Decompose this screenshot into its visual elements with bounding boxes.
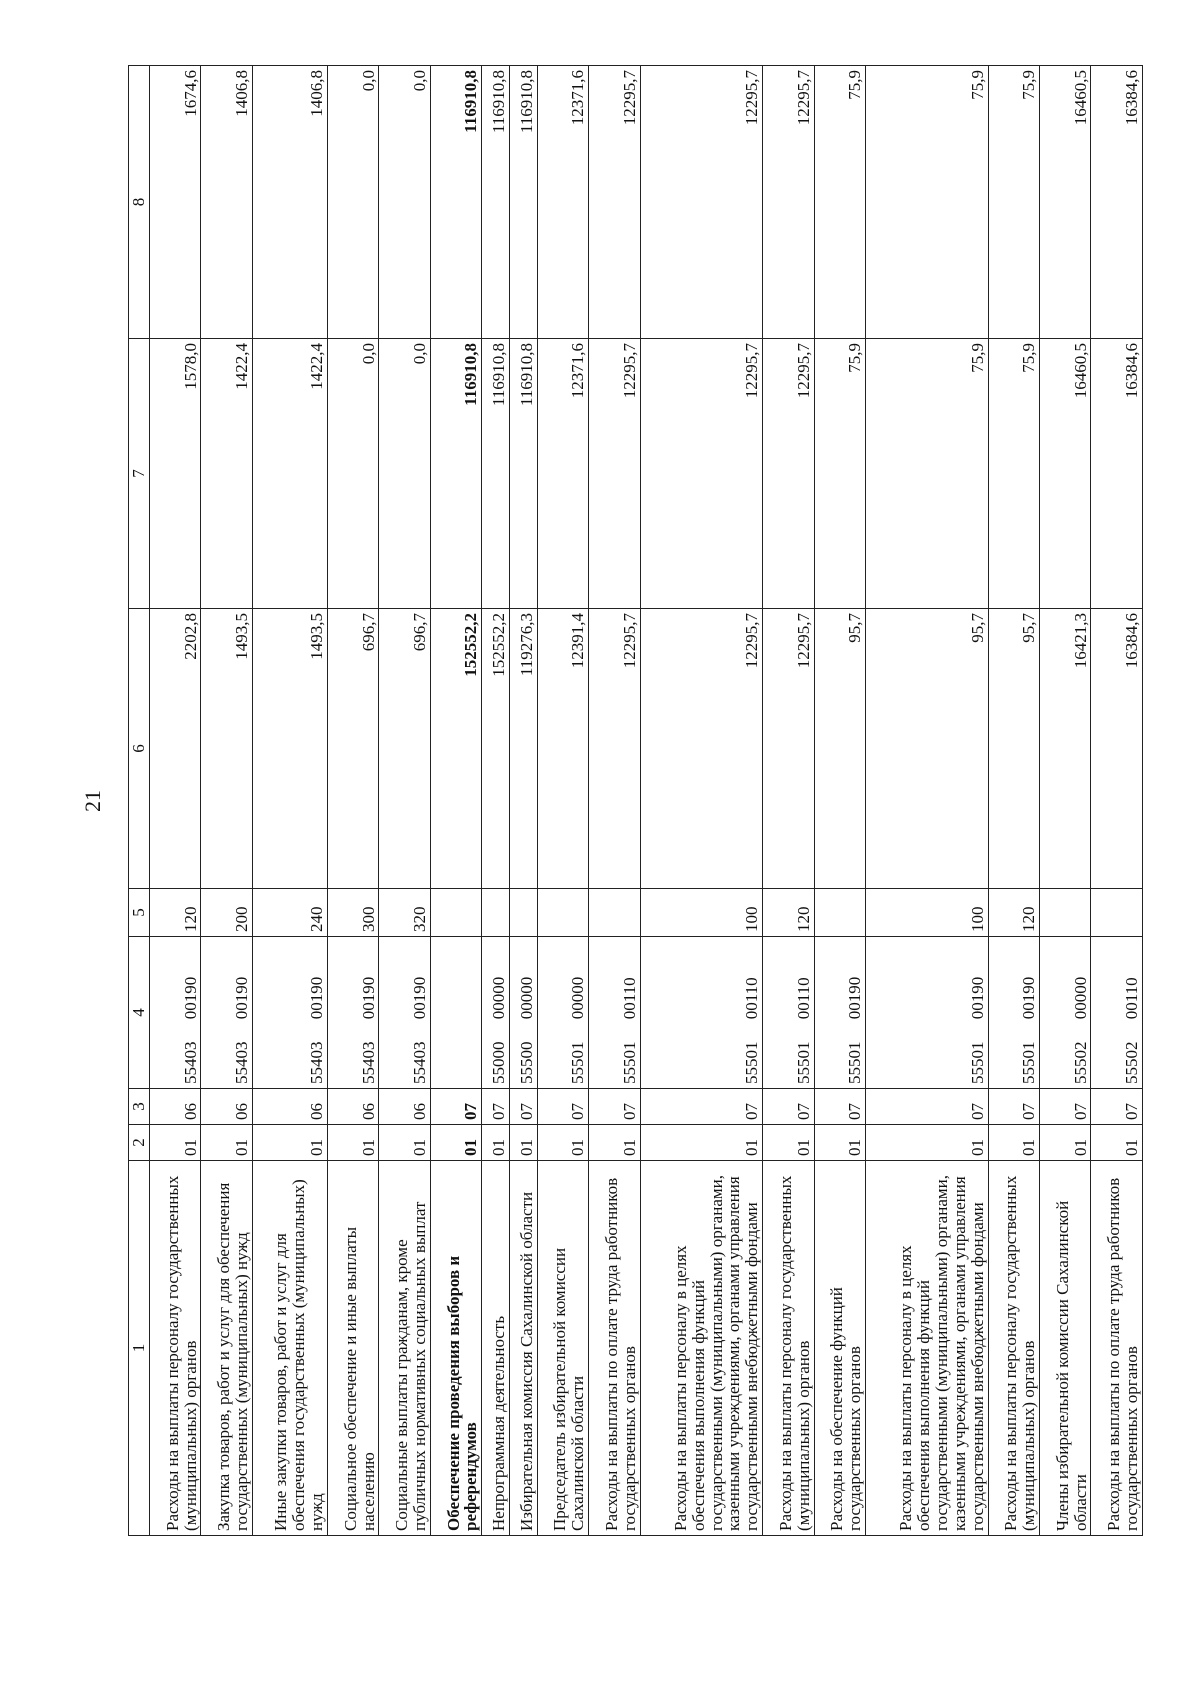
cell-amount-col6: 16421,3 xyxy=(1039,609,1090,889)
cell-target-item: 55403 00190 xyxy=(201,937,252,1089)
cell-amount-col7: 0,0 xyxy=(328,339,379,609)
cell-name: Закупка товаров, работ и услуг для обеспечения государственных (муниципальных) нужд xyxy=(201,1161,252,1536)
cell-amount-col7: 116910,8 xyxy=(430,339,481,609)
cell-subsection: 07 xyxy=(537,1089,588,1125)
cell-name: Социальное обеспечение и иные выплаты населению xyxy=(328,1161,379,1536)
cell-amount-col6: 95,7 xyxy=(988,609,1039,889)
table-row xyxy=(537,66,588,1536)
cell-name: Расходы на выплаты персоналу в целях обеспечения выполнения функций государственными (муниципальными) органами, казенными учреждениями, органами управления государственными внебюджетными фондами xyxy=(640,1161,763,1536)
cell-name: Расходы на выплаты по оплате труда работников государственных органов xyxy=(589,1161,640,1536)
cell-amount-col7: 75,9 xyxy=(988,339,1039,609)
header-col-8: 8 xyxy=(129,66,150,339)
cell-amount-col6: 12295,7 xyxy=(640,609,763,889)
cell-target-item: 55501 00110 xyxy=(589,937,640,1089)
table-row xyxy=(763,66,814,1536)
cell-expense-type xyxy=(537,889,588,937)
cell-name: Расходы на выплаты персоналу в целях обеспечения выполнения функций государственными (муниципальными) органами, казенными учреждениями, органами управления государственными внебюджетными фондами xyxy=(865,1161,988,1536)
table-row xyxy=(482,66,510,1536)
cell-subsection: 07 xyxy=(1039,1089,1090,1125)
cell-amount-col6: 2202,8 xyxy=(150,609,201,889)
cell-amount-col7: 75,9 xyxy=(865,339,988,609)
cell-amount-col6: 1493,5 xyxy=(201,609,252,889)
cell-amount-col6: 12295,7 xyxy=(589,609,640,889)
cell-name: Расходы на выплаты персоналу государственных (муниципальных) органов xyxy=(763,1161,814,1536)
cell-target-item: 55403 00190 xyxy=(328,937,379,1089)
cell-target-item: 55501 00110 xyxy=(640,937,763,1089)
cell-section: 01 xyxy=(482,1125,510,1161)
cell-section: 01 xyxy=(1091,1125,1143,1161)
header-row xyxy=(129,66,150,1536)
cell-expense-type xyxy=(430,889,481,937)
cell-amount-col6: 696,7 xyxy=(379,609,430,889)
cell-amount-col8: 16460,5 xyxy=(1039,66,1090,339)
cell-amount-col7: 1578,0 xyxy=(150,339,201,609)
cell-name: Социальные выплаты гражданам, кроме публичных нормативных социальных выплат xyxy=(379,1161,430,1536)
table-row xyxy=(589,66,640,1536)
cell-amount-col7: 1422,4 xyxy=(252,339,327,609)
table-row xyxy=(865,66,988,1536)
cell-target-item: 55501 00190 xyxy=(988,937,1039,1089)
cell-subsection: 07 xyxy=(988,1089,1039,1125)
cell-amount-col7: 75,9 xyxy=(814,339,865,609)
cell-amount-col8: 1406,8 xyxy=(201,66,252,339)
cell-target-item: 55501 00190 xyxy=(865,937,988,1089)
cell-amount-col7: 116910,8 xyxy=(482,339,510,609)
cell-expense-type: 100 xyxy=(865,889,988,937)
header-col-4: 4 xyxy=(129,937,150,1089)
cell-amount-col8: 75,9 xyxy=(814,66,865,339)
cell-expense-type xyxy=(1091,889,1143,937)
cell-section: 01 xyxy=(509,1125,537,1161)
cell-expense-type xyxy=(482,889,510,937)
cell-amount-col8: 0,0 xyxy=(379,66,430,339)
cell-target-item: 55403 00190 xyxy=(252,937,327,1089)
cell-expense-type: 120 xyxy=(988,889,1039,937)
cell-amount-col8: 12371,6 xyxy=(537,66,588,339)
header-col-2: 2 xyxy=(129,1125,150,1161)
cell-amount-col6: 95,7 xyxy=(865,609,988,889)
cell-target-item: 55501 00190 xyxy=(814,937,865,1089)
cell-amount-col6: 12295,7 xyxy=(763,609,814,889)
cell-amount-col8: 12295,7 xyxy=(589,66,640,339)
cell-amount-col8: 12295,7 xyxy=(763,66,814,339)
header-col-7: 7 xyxy=(129,339,150,609)
cell-amount-col6: 16384,6 xyxy=(1091,609,1143,889)
cell-amount-col7: 0,0 xyxy=(379,339,430,609)
cell-amount-col6: 95,7 xyxy=(814,609,865,889)
cell-section: 01 xyxy=(640,1125,763,1161)
cell-amount-col8: 0,0 xyxy=(328,66,379,339)
budget-table-container xyxy=(128,66,1143,1536)
table-row xyxy=(201,66,252,1536)
cell-amount-col7: 12295,7 xyxy=(589,339,640,609)
cell-subsection: 07 xyxy=(509,1089,537,1125)
cell-amount-col6: 696,7 xyxy=(328,609,379,889)
table-row xyxy=(1039,66,1090,1536)
cell-expense-type: 200 xyxy=(201,889,252,937)
cell-amount-col6: 1493,5 xyxy=(252,609,327,889)
header-col-6: 6 xyxy=(129,609,150,889)
table-body xyxy=(150,66,1143,1536)
table-row xyxy=(988,66,1039,1536)
table-row xyxy=(252,66,327,1536)
cell-section: 01 xyxy=(379,1125,430,1161)
cell-section: 01 xyxy=(201,1125,252,1161)
cell-amount-col8: 75,9 xyxy=(988,66,1039,339)
cell-subsection: 07 xyxy=(430,1089,481,1125)
cell-section: 01 xyxy=(763,1125,814,1161)
cell-subsection: 06 xyxy=(201,1089,252,1125)
cell-amount-col7: 16384,6 xyxy=(1091,339,1143,609)
cell-expense-type: 300 xyxy=(328,889,379,937)
table-row xyxy=(430,66,481,1536)
cell-amount-col8: 1674,6 xyxy=(150,66,201,339)
table-row xyxy=(379,66,430,1536)
header-col-5: 5 xyxy=(129,889,150,937)
cell-amount-col7: 116910,8 xyxy=(509,339,537,609)
cell-amount-col6: 12391,4 xyxy=(537,609,588,889)
cell-expense-type: 120 xyxy=(150,889,201,937)
cell-name: Избирательная комиссия Сахалинской области xyxy=(509,1161,537,1536)
cell-subsection: 07 xyxy=(1091,1089,1143,1125)
cell-expense-type: 100 xyxy=(640,889,763,937)
cell-name: Расходы на обеспечение функций государственных органов xyxy=(814,1161,865,1536)
cell-target-item: 55501 00110 xyxy=(763,937,814,1089)
cell-name: Расходы на выплаты персоналу государственных (муниципальных) органов xyxy=(988,1161,1039,1536)
cell-amount-col7: 1422,4 xyxy=(201,339,252,609)
table-row xyxy=(150,66,201,1536)
cell-subsection: 07 xyxy=(640,1089,763,1125)
cell-amount-col8: 116910,8 xyxy=(430,66,481,339)
cell-expense-type xyxy=(1039,889,1090,937)
cell-section: 01 xyxy=(1039,1125,1090,1161)
cell-subsection: 07 xyxy=(482,1089,510,1125)
cell-subsection: 07 xyxy=(814,1089,865,1125)
cell-target-item: 55403 00190 xyxy=(379,937,430,1089)
cell-section: 01 xyxy=(150,1125,201,1161)
cell-subsection: 06 xyxy=(150,1089,201,1125)
cell-target-item: 55502 00110 xyxy=(1091,937,1143,1089)
cell-target-item: 55502 00000 xyxy=(1039,937,1090,1089)
cell-section: 01 xyxy=(814,1125,865,1161)
cell-name: Иные закупки товаров, работ и услуг для обеспечения государственных (муниципальных) нужд xyxy=(252,1161,327,1536)
cell-amount-col8: 16384,6 xyxy=(1091,66,1143,339)
header-col-3: 3 xyxy=(129,1089,150,1125)
cell-subsection: 07 xyxy=(589,1089,640,1125)
budget-table xyxy=(128,65,1143,1536)
table-row xyxy=(814,66,865,1536)
cell-name: Обеспечение проведения выборов и референдумов xyxy=(430,1161,481,1536)
cell-amount-col6: 152552,2 xyxy=(482,609,510,889)
cell-amount-col8: 116910,8 xyxy=(482,66,510,339)
cell-target-item: 55000 00000 xyxy=(482,937,510,1089)
cell-name: Расходы на выплаты по оплате труда работников государственных органов xyxy=(1091,1161,1143,1536)
cell-target-item xyxy=(430,937,481,1089)
cell-target-item: 55403 00190 xyxy=(150,937,201,1089)
table-row xyxy=(328,66,379,1536)
cell-amount-col7: 12295,7 xyxy=(763,339,814,609)
cell-name: Члены избирательной комиссии Сахалинской области xyxy=(1039,1161,1090,1536)
cell-amount-col8: 75,9 xyxy=(865,66,988,339)
cell-target-item: 55500 00000 xyxy=(509,937,537,1089)
cell-amount-col8: 1406,8 xyxy=(252,66,327,339)
cell-amount-col8: 116910,8 xyxy=(509,66,537,339)
cell-subsection: 06 xyxy=(379,1089,430,1125)
header-col-1: 1 xyxy=(129,1161,150,1536)
cell-section: 01 xyxy=(988,1125,1039,1161)
cell-subsection: 07 xyxy=(865,1089,988,1125)
cell-amount-col7: 12295,7 xyxy=(640,339,763,609)
cell-subsection: 06 xyxy=(252,1089,327,1125)
cell-expense-type: 120 xyxy=(763,889,814,937)
cell-expense-type: 240 xyxy=(252,889,327,937)
page-number: 21 xyxy=(80,790,105,812)
cell-expense-type xyxy=(589,889,640,937)
cell-name: Председатель избирательной комиссии Сахалинской области xyxy=(537,1161,588,1536)
cell-amount-col7: 16460,5 xyxy=(1039,339,1090,609)
table-row xyxy=(509,66,537,1536)
cell-section: 01 xyxy=(252,1125,327,1161)
cell-section: 01 xyxy=(328,1125,379,1161)
cell-amount-col8: 12295,7 xyxy=(640,66,763,339)
cell-target-item: 55501 00000 xyxy=(537,937,588,1089)
cell-expense-type: 320 xyxy=(379,889,430,937)
table-row xyxy=(640,66,763,1536)
cell-subsection: 06 xyxy=(328,1089,379,1125)
cell-section: 01 xyxy=(865,1125,988,1161)
table-row xyxy=(1091,66,1143,1536)
cell-expense-type xyxy=(509,889,537,937)
cell-name: Расходы на выплаты персоналу государственных (муниципальных) органов xyxy=(150,1161,201,1536)
cell-section: 01 xyxy=(537,1125,588,1161)
cell-amount-col7: 12371,6 xyxy=(537,339,588,609)
cell-section: 01 xyxy=(430,1125,481,1161)
cell-subsection: 07 xyxy=(763,1089,814,1125)
cell-expense-type xyxy=(814,889,865,937)
cell-amount-col6: 152552,2 xyxy=(430,609,481,889)
cell-amount-col6: 119276,3 xyxy=(509,609,537,889)
cell-name: Непрограммная деятельность xyxy=(482,1161,510,1536)
cell-section: 01 xyxy=(589,1125,640,1161)
